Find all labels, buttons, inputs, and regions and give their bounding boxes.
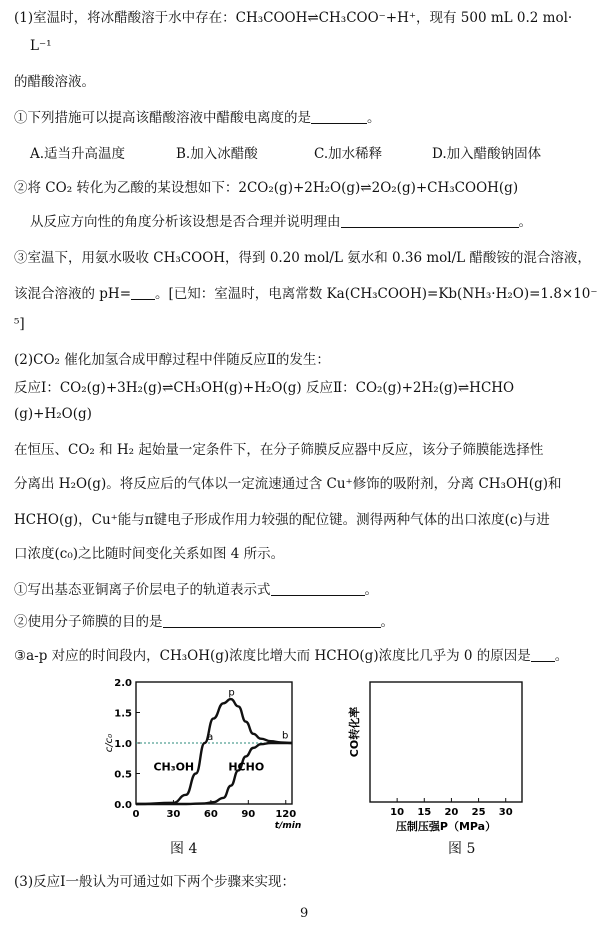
answer-blank[interactable] xyxy=(163,613,381,628)
x-tick-label: 30 xyxy=(498,807,513,818)
p2-q3-text: ③a-p 对应的时间段内，CH₃OH(g)浓度比增大而 HCHO(g)浓度比几乎为 0 的原因是 xyxy=(14,648,531,664)
p1-q2b-text: 从反应方向性的角度分析该设想是否合理并说明理由 xyxy=(30,214,341,230)
answer-blank[interactable] xyxy=(341,213,519,228)
p1-intro-cont: L⁻¹ xyxy=(30,38,52,54)
answer-blank[interactable] xyxy=(311,109,367,124)
p1-q1-text: ①下列措施可以提高该醋酸溶液中醋酸电离度的是 xyxy=(14,110,311,126)
p1-q2: ②将 CO₂ 转化为乙酸的某设想如下：2CO₂(g)+2H₂O(g)⇌2O₂(g)+CH₃COOH(g) xyxy=(14,180,519,196)
p1-q2b xyxy=(30,212,608,232)
plot-frame xyxy=(370,682,522,802)
p2-q3 xyxy=(14,646,608,666)
p1-q1 xyxy=(14,108,608,128)
x-tick-label: 0 xyxy=(132,809,140,820)
series-label-hcho: HCHO xyxy=(228,760,265,774)
x-tick-label: 60 xyxy=(203,809,218,820)
p2-para3: HCHO(g)，Cu⁺能与π键电子形成作用力较强的配位键。测得两种气体的出口浓度(c)与进 xyxy=(14,512,550,528)
x-tick-label: 20 xyxy=(444,807,459,818)
p1-q3c: ⁵] xyxy=(14,316,25,332)
y-axis-label: c/c₀ xyxy=(104,733,115,753)
x-tick-label: 10 xyxy=(390,807,405,818)
annotation-b: b xyxy=(282,730,289,742)
series-label-ch3oh: CH₃OH xyxy=(153,760,195,774)
y-tick-label: 1.0 xyxy=(114,739,132,750)
y-tick-label: 2.0 xyxy=(114,678,132,689)
p2-q1-text: ①写出基态亚铜离子价层电子的轨道表示式 xyxy=(14,582,271,598)
p2-q1-end: 。 xyxy=(364,582,378,598)
x-tick-label: 15 xyxy=(417,807,432,818)
series-line-hcho xyxy=(136,743,292,804)
p2-q2-end: 。 xyxy=(380,614,394,630)
p2-reactions: 反应Ⅰ：CO₂(g)+3H₂(g)⇌CH₃OH(g)+H₂O(g) 反应Ⅱ：CO₂(g)+2H₂(g)⇌HCHO xyxy=(14,380,515,396)
p2-intro: (2)CO₂ 催化加氢合成甲醇过程中伴随反应Ⅱ的发生： xyxy=(14,352,330,368)
option-a[interactable]: A.适当升高温度 xyxy=(30,146,126,162)
p2-para2: 分离出 H₂O(g)。将反应后的气体以一定流速通过含 Cu⁺修饰的吸附剂，分离 CH₃OH(g)和 xyxy=(14,476,562,492)
y-tick-label: 0.5 xyxy=(114,769,132,781)
p2-q1 xyxy=(14,580,608,600)
p2-q3-end: 。 xyxy=(554,648,569,664)
page-number: 9 xyxy=(300,906,309,921)
p2-para4: 口浓度(c₀)之比随时间变化关系如图 4 所示。 xyxy=(14,546,285,562)
x-axis-label: t/min xyxy=(274,821,302,831)
p1-q2b-end: 。 xyxy=(518,214,532,230)
answer-blank[interactable] xyxy=(271,581,365,596)
p1-intro-tail: 的醋酸溶液。 xyxy=(14,74,95,90)
x-tick-label: 120 xyxy=(275,809,297,820)
p1-q3a: ③室温下，用氨水吸收 CH₃COOH，得到 0.20 mol/L 氨水和 0.36 mol/L 醋酸铵的混合溶液， xyxy=(14,250,591,266)
figure-5-caption: 图 5 xyxy=(448,841,476,857)
x-tick-label: 90 xyxy=(241,809,256,820)
p1-q3b-post: 。[已知：室温时，电离常数 Ka(CH₃COOH)=Kb(NH₃·H₂O)=1.8×10⁻ xyxy=(155,286,598,302)
p1-q1-end: 。 xyxy=(367,110,381,126)
annotation-a: a xyxy=(207,731,214,743)
answer-blank[interactable] xyxy=(531,647,555,662)
figure-4-chart xyxy=(100,676,310,836)
series-line-ch3oh xyxy=(136,699,292,804)
x-tick-label: 30 xyxy=(166,809,181,820)
p2-para1: 在恒压、CO₂ 和 H₂ 起始量一定条件下，在分子筛膜反应器中反应，该分子筛膜能选择性 xyxy=(14,442,544,458)
figure-4-caption: 图 4 xyxy=(170,841,198,857)
option-b[interactable]: B.加入冰醋酸 xyxy=(176,146,258,162)
p2-q2 xyxy=(14,612,608,632)
p1-q3b-pre: 该混合溶液的 pH= xyxy=(14,286,132,302)
option-c[interactable]: C.加水稀释 xyxy=(314,146,383,162)
p3-intro: (3)反应Ⅰ一般认为可通过如下两个步骤来实现： xyxy=(14,874,295,890)
y-axis-label: CO转化率 xyxy=(348,706,361,758)
p2-reactions-cont: (g)+H₂O(g) xyxy=(14,406,92,422)
y-tick-label: 0.0 xyxy=(114,800,132,811)
x-tick-label: 25 xyxy=(471,807,486,818)
option-d[interactable]: D.加入醋酸钠固体 xyxy=(432,146,542,162)
annotation-p: p xyxy=(228,687,235,699)
x-axis-label: 压制压强P（MPa） xyxy=(395,820,497,833)
answer-blank[interactable] xyxy=(131,285,155,300)
y-tick-label: 1.5 xyxy=(114,708,132,720)
p1-intro: (1)室温时，将冰醋酸溶于水中存在：CH₃COOH⇌CH₃COO⁻+H⁺，现有 500 mL 0.2 mol· xyxy=(14,10,573,26)
p2-q2-text: ②使用分子筛膜的目的是 xyxy=(14,614,163,630)
figure-5-chart xyxy=(340,676,540,836)
p1-q3b xyxy=(14,284,608,304)
